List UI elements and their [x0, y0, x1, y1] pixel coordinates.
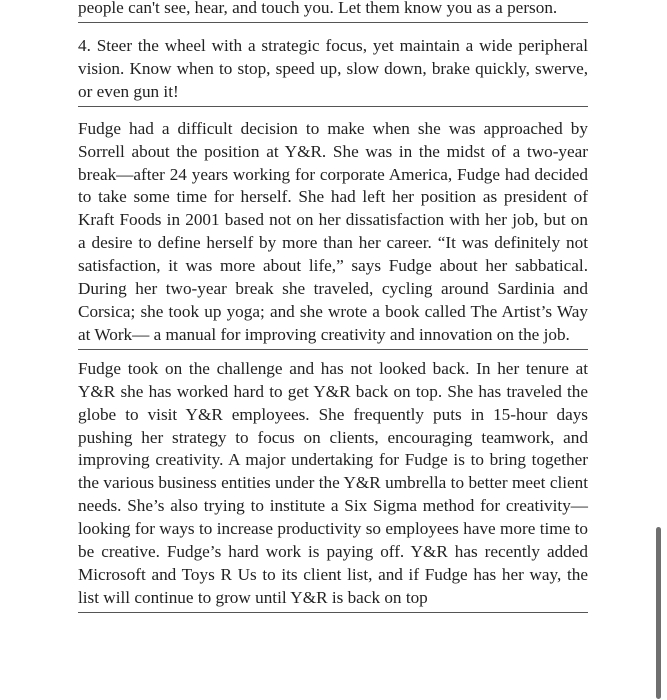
paragraph-fragment-text: people can't see, hear, and touch you. Let them know you as a person. — [78, 0, 558, 18]
paragraph-tip-4: 4. Steer the wheel with a strategic focus, yet maintain a wide peripheral vision. Know when to stop, speed up, slow down, brake quickly, swerve, or even gun it! — [78, 35, 588, 107]
paragraph-fudge-challenge: Fudge took on the challenge and has not looked back. In her tenure at Y&R she has worked hard to get Y&R back on top. She has traveled the globe to visit Y&R employees. She frequently puts in 15-hour days pushing her strategy to focus on clients, encouraging teamwork, and improving creativity. A major undertaking for Fudge is to bring together the various business entities under the Y&R umbrella to better meet client needs. She’s also trying to institute a Six Sigma method for creativity—looking for ways to increase productivity so employees have more time to be creative. Fudge’s hard work is paying off. Y&R has recently added Microsoft and Toys R Us to its client list, and if Fudge has her way, the list will continue to grow until Y&R is back on top — [78, 358, 588, 613]
paragraph-fragment — [78, 0, 588, 23]
document-page — [78, 0, 588, 613]
vertical-scrollbar[interactable] — [656, 527, 661, 699]
paragraph-fudge-decision: Fudge had a difficult decision to make when she was approached by Sorrell about the position at Y&R. She was in the midst of a two-year break—after 24 years working for corporate America, Fudge had decided to take some time for herself. She had left her position as president of Kraft Foods in 2001 based not on her dissatisfaction with her job, but on a desire to define herself by more than her career. “It was definitely not satisfaction, it was more about life,” says Fudge about her sabbatical. During her two-year break she traveled, cycling around Sardinia and Corsica; she took up yoga; and she wrote a book called The Artist’s Way at Work— a manual for improving creativity and innovation on the job. — [78, 118, 588, 350]
